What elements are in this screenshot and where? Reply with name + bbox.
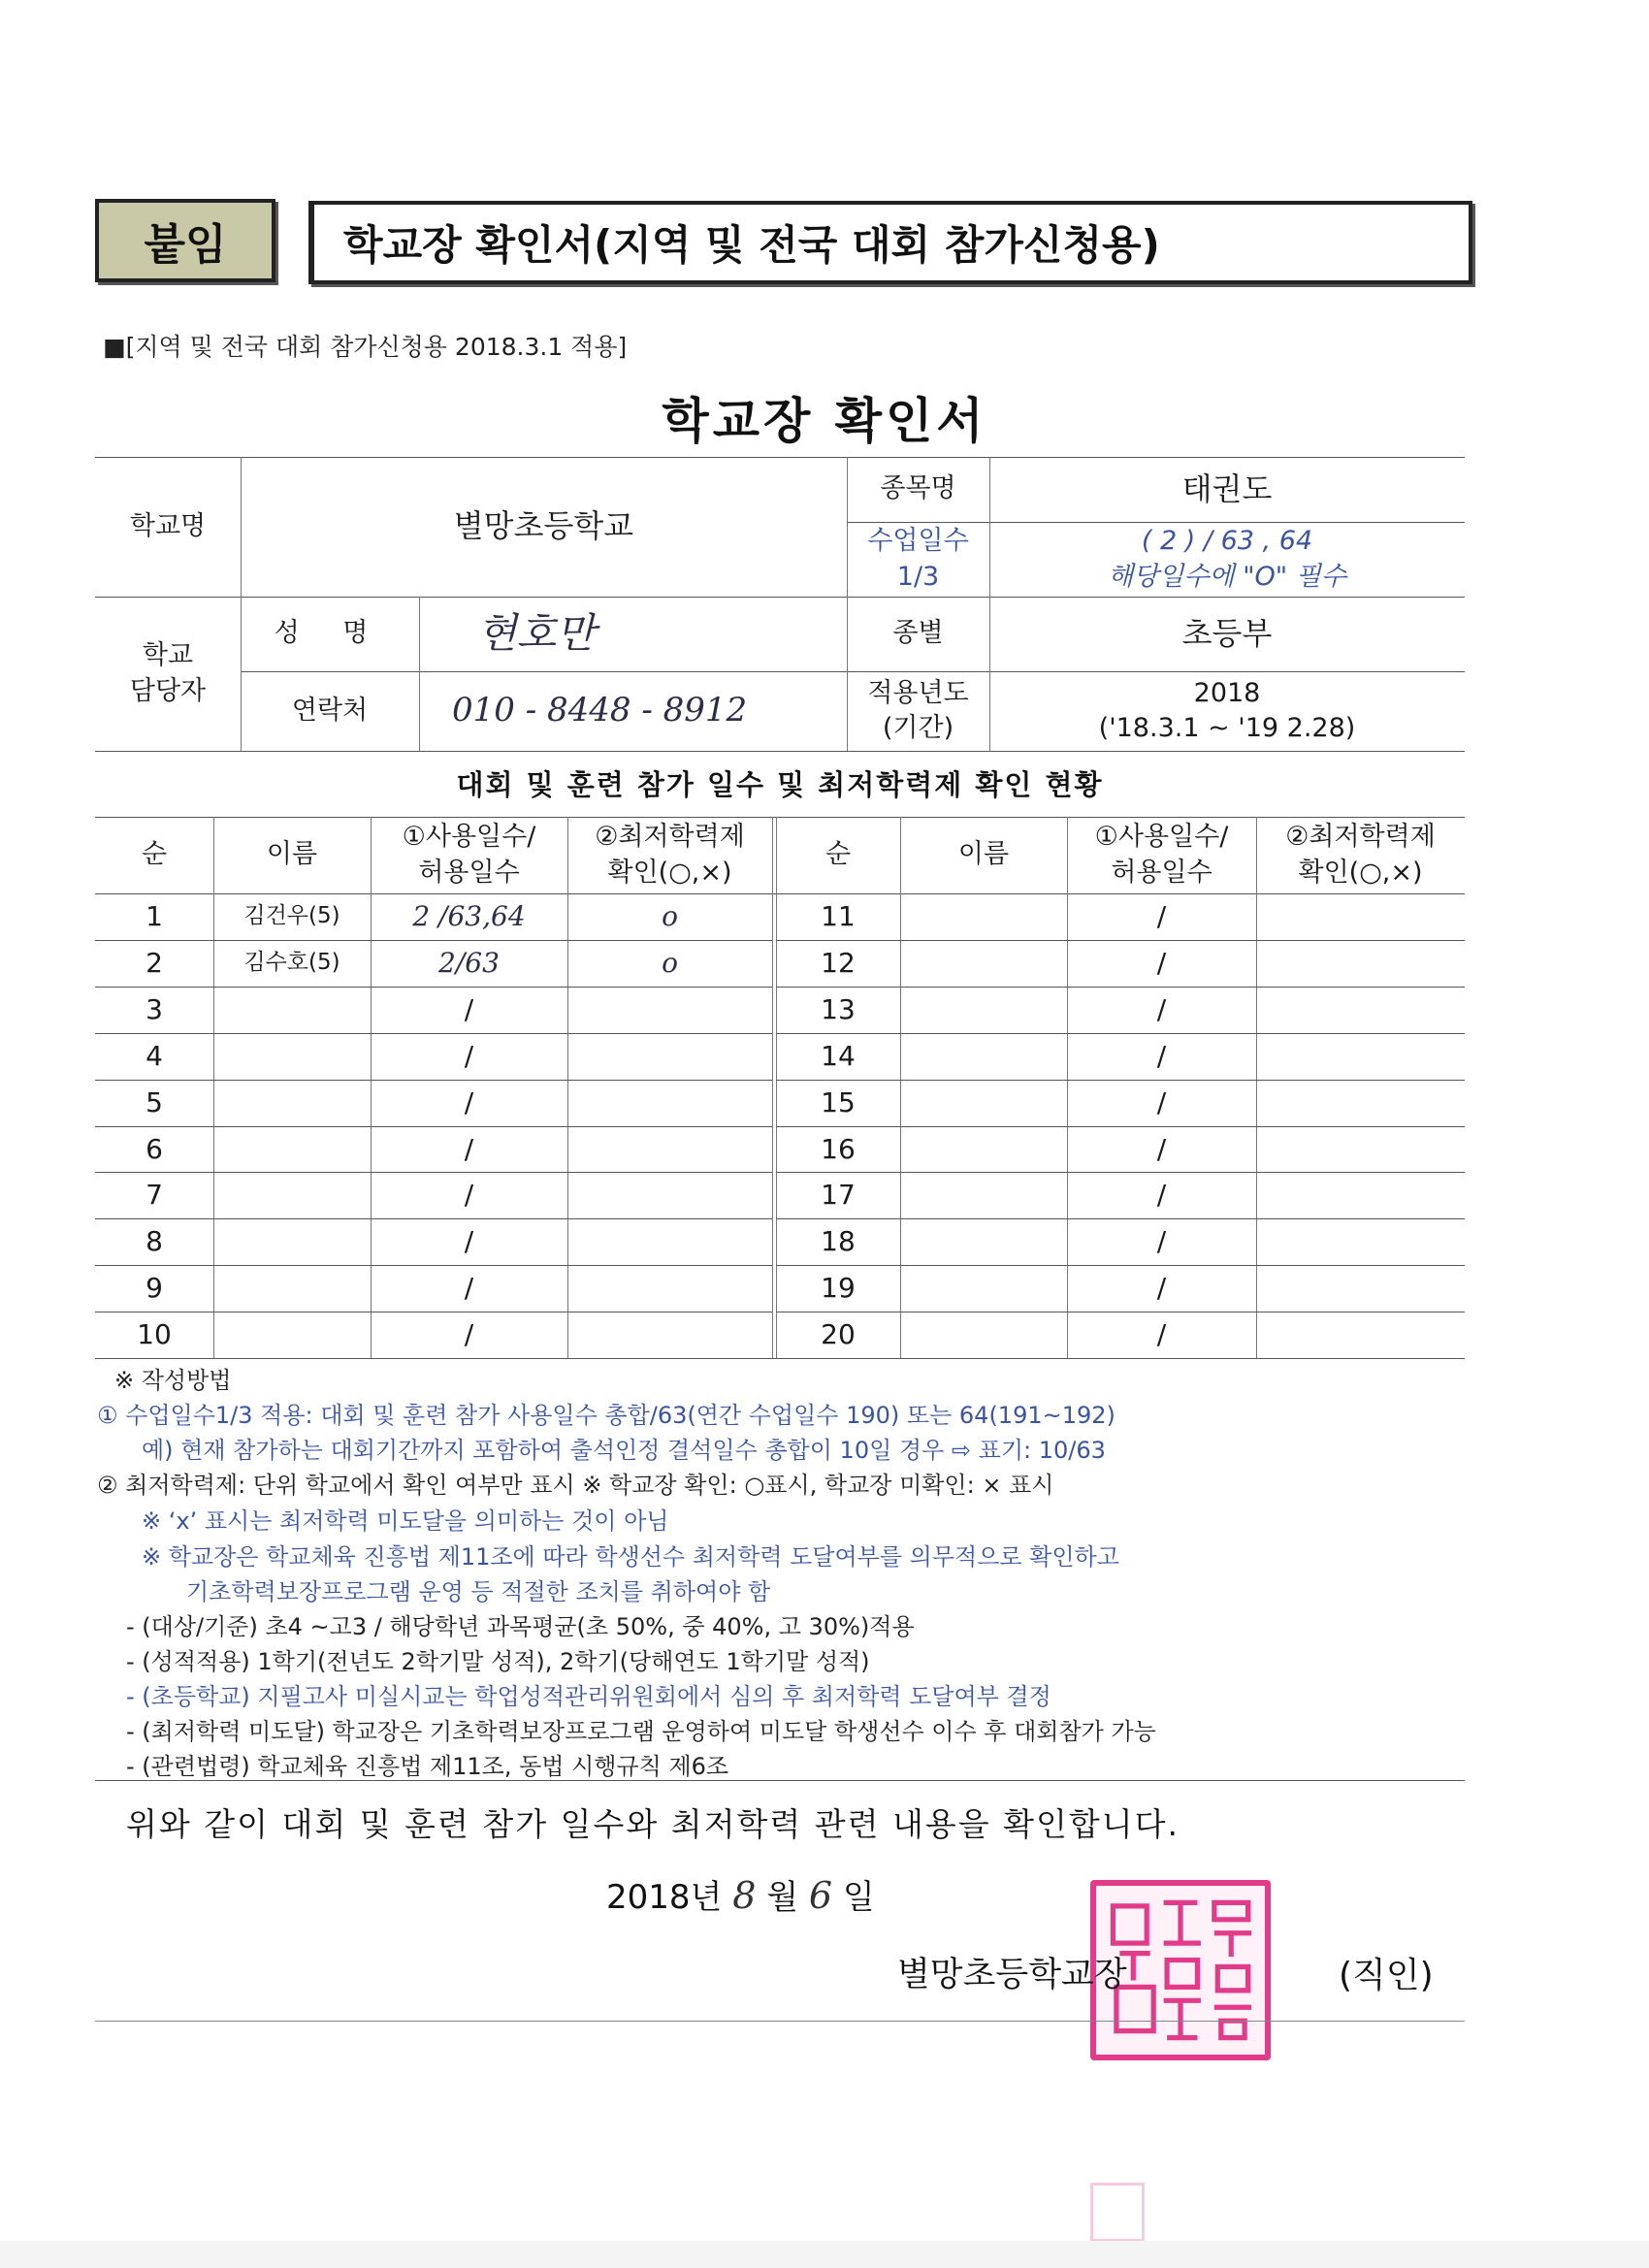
left-row-4-name [213, 1080, 371, 1126]
right-row-4-days: / [1156, 1085, 1167, 1118]
document-subtitle: ■[지역 및 전국 대회 참가신청용 2018.3.1 적용] [103, 333, 628, 361]
right-row-5-check [1256, 1126, 1465, 1173]
right-row-1-check [1256, 940, 1465, 987]
right-row-5-name [900, 1126, 1067, 1173]
right-row-6-check [1256, 1172, 1465, 1218]
date-month-unit: 월 [766, 1878, 799, 1917]
right-row-1-no: 12 [821, 946, 856, 979]
header-days-left-line2: 허용일수 [418, 857, 520, 888]
school-days-label-line2: 1/3 [896, 561, 940, 592]
left-row-0-no: 1 [146, 900, 163, 933]
right-row-0-name [900, 893, 1067, 940]
school-name-value: 별망초등학교 [453, 507, 634, 545]
manager-label-line2: 담당자 [129, 675, 207, 706]
note-2: ② 최저학력제: 단위 학교에서 확인 여부만 표시 ※ 학교장 확인: ○표시, 학교장 미확인: × 표시 [97, 1472, 1054, 1499]
left-row-9-name [213, 1312, 371, 1358]
left-row-8-days: / [464, 1272, 474, 1305]
right-row-1-days: / [1156, 946, 1167, 979]
left-row-1-no: 2 [146, 946, 163, 979]
left-row-8-name [213, 1265, 371, 1312]
school-days-label [847, 522, 989, 597]
left-row-9-no: 10 [137, 1318, 172, 1351]
note-7: - (초등학교) 지필고사 미실시교는 학업성적관리위원회에서 심의 후 최저학력 도달여부 결정 [126, 1683, 1051, 1710]
left-row-6-no: 7 [146, 1179, 163, 1212]
left-row-0-days: 2 /63,64 [412, 900, 526, 933]
right-row-8-check [1256, 1265, 1465, 1312]
header-days-left-line1: ①사용일수/ [402, 822, 536, 853]
left-row-1-days: 2/63 [438, 946, 500, 979]
sport-value: 태권도 [1181, 470, 1273, 507]
right-row-2-name [900, 987, 1067, 1033]
left-row-7-check [567, 1218, 772, 1265]
right-row-1-name [900, 940, 1067, 987]
right-row-6-name [900, 1172, 1067, 1218]
left-row-3-name [213, 1033, 371, 1080]
note-8: - (최저학력 미도달) 학교장은 기초학력보장프로그램 운영하여 미도달 학생선수 이수 후 대회참가 가능 [126, 1718, 1156, 1745]
left-row-7-no: 8 [146, 1225, 163, 1258]
year-label [847, 671, 989, 751]
right-row-6-no: 17 [821, 1179, 856, 1212]
left-row-0-check: o [662, 900, 678, 933]
header-days-right [1067, 817, 1256, 893]
left-row-1-check: o [662, 946, 678, 979]
participation-table-title: 대회 및 훈련 참가 일수 및 최저학력제 확인 현황 [456, 768, 1104, 801]
right-row-4-name [900, 1080, 1067, 1126]
header-check-left [567, 817, 772, 893]
header-name-right: 이름 [957, 839, 1010, 870]
school-name-label: 학교명 [129, 510, 207, 541]
note-1b: 예) 현재 참가하는 대회기간까지 포함하여 출석인정 결석일수 총합이 10일 경우 ⇨ 표기: 10/63 [142, 1437, 1106, 1464]
left-row-6-check [567, 1172, 772, 1218]
date-month: 8 [732, 1874, 757, 1917]
left-row-5-days: / [464, 1132, 474, 1165]
header-check-right [1256, 817, 1465, 893]
date-day-unit: 일 [842, 1878, 875, 1917]
date-year: 2018년 [606, 1878, 723, 1917]
sport-label: 종목명 [880, 473, 956, 504]
right-row-3-no: 14 [821, 1039, 856, 1072]
notes-heading: ※ 작성방법 [114, 1367, 232, 1394]
left-row-5-name [213, 1126, 371, 1173]
right-row-2-check [1256, 987, 1465, 1033]
right-row-6-days: / [1156, 1179, 1167, 1212]
left-row-9-days: / [464, 1318, 474, 1351]
header-days-right-line2: 허용일수 [1111, 857, 1212, 888]
right-row-8-days: / [1156, 1272, 1167, 1305]
year-value-line1: 2018 [1193, 677, 1261, 708]
left-row-8-no: 9 [146, 1272, 163, 1305]
left-row-4-check [567, 1080, 772, 1126]
header-days-left [371, 817, 567, 893]
right-row-9-days: / [1156, 1318, 1167, 1351]
right-row-4-no: 15 [821, 1085, 856, 1118]
left-row-4-days: / [464, 1085, 474, 1118]
year-label-line2: (기간) [882, 713, 954, 743]
note-4b: 기초학력보장프로그램 운영 등 적절한 조치를 취하여야 함 [186, 1578, 771, 1605]
header-name-left: 이름 [266, 839, 318, 870]
note-6: - (성적적용) 1학기(전년도 2학기말 성적), 2학기(당해연도 1학기말 성적) [126, 1648, 870, 1675]
right-row-2-no: 13 [821, 992, 856, 1025]
right-row-5-no: 16 [821, 1132, 856, 1165]
seal-note: (직인) [1339, 1956, 1434, 1995]
signature-date [606, 1870, 875, 1918]
left-row-6-days: / [464, 1179, 474, 1212]
right-row-3-check [1256, 1033, 1465, 1080]
right-row-7-name [900, 1218, 1067, 1265]
left-row-2-no: 3 [146, 992, 163, 1025]
left-row-4-no: 5 [146, 1085, 163, 1118]
left-row-8-check [567, 1265, 772, 1312]
document-title: 학교장 확인서(지역 및 전국 대회 참가신청용) [308, 201, 1472, 284]
manager-label-line1: 학교 [142, 640, 194, 671]
left-row-3-days: / [464, 1039, 474, 1072]
category-value: 초등부 [1181, 614, 1273, 652]
left-row-2-check [567, 987, 772, 1033]
right-row-0-days: / [1156, 900, 1167, 933]
form-title: 학교장 확인서 [662, 393, 987, 449]
attachment-label: 붙임 [95, 199, 275, 282]
header-days-right-line1: ①사용일수/ [1094, 822, 1229, 853]
confirmation-statement: 위와 같이 대회 및 훈련 참가 일수와 최저학력 관련 내용을 확인합니다. [126, 1805, 1180, 1843]
right-row-3-days: / [1156, 1039, 1167, 1072]
note-5: - (대상/기준) 초4 ~고3 / 해당학년 과목평균(초 50%, 중 40%, 고 30%)적용 [126, 1613, 915, 1640]
school-days-value [989, 522, 1465, 597]
left-row-7-name [213, 1218, 371, 1265]
header-check-right-line2: 확인(○,×) [1298, 857, 1423, 888]
header-no-right: 순 [824, 839, 852, 870]
right-row-9-name [900, 1312, 1067, 1358]
left-row-5-check [567, 1126, 772, 1173]
manager-name-value: 현호만 [477, 609, 596, 658]
left-row-3-no: 4 [146, 1039, 163, 1072]
right-row-9-check [1256, 1312, 1465, 1358]
category-label: 종별 [892, 618, 944, 649]
year-value [989, 671, 1465, 751]
note-4a: ※ 학교장은 학교체육 진흥법 제11조에 따라 학생선수 최저학력 도달여부를 의무적으로 확인하고 [142, 1543, 1119, 1571]
right-row-5-days: / [1156, 1132, 1167, 1165]
left-row-9-check [567, 1312, 772, 1358]
header-check-left-line2: 확인(○,×) [607, 857, 732, 888]
manager-label [95, 597, 241, 751]
note-1a: ① 수업일수1/3 적용: 대회 및 훈련 참가 사용일수 총합/63(연간 수업일수 190) 또는 64(191~192) [97, 1402, 1116, 1429]
note-9: - (관련법령) 학교체육 진흥법 제11조, 동법 시행규칙 제6조 [126, 1753, 729, 1780]
manager-contact-label: 연락처 [291, 695, 369, 726]
principal-title: 별망초등학교장 [897, 1956, 1127, 1994]
header-no-left: 순 [141, 839, 168, 870]
note-3: ※ ‘x’ 표시는 최저학력 미도달을 의미하는 것이 아님 [142, 1507, 669, 1535]
right-row-0-check [1256, 893, 1465, 940]
right-row-8-name [900, 1265, 1067, 1312]
faded-stamp-mark [1090, 2183, 1145, 2242]
right-row-2-days: / [1156, 992, 1167, 1025]
right-row-0-no: 11 [821, 900, 856, 933]
left-row-2-name [213, 987, 371, 1033]
year-value-line2: ('18.3.1 ~ '19 2.28) [1098, 713, 1356, 743]
left-row-2-days: / [464, 992, 474, 1025]
left-row-3-check [567, 1033, 772, 1080]
manager-name-label: 성 명 [274, 618, 386, 649]
right-row-7-check [1256, 1218, 1465, 1265]
year-label-line1: 적용년도 [867, 677, 969, 708]
manager-contact-value: 010 - 8448 - 8912 [452, 691, 748, 730]
right-row-8-no: 19 [821, 1272, 856, 1305]
right-row-7-days: / [1156, 1225, 1167, 1258]
header-check-left-line1: ②최저학력제 [595, 822, 745, 853]
left-row-0-name: 김건우(5) [243, 903, 340, 929]
right-row-4-check [1256, 1080, 1465, 1126]
school-days-fraction: ( 2 ) / 63 , 64 [1141, 526, 1313, 557]
left-row-7-days: / [464, 1225, 474, 1258]
school-days-note: 해당일수에 "O" 필수 [1108, 561, 1346, 592]
right-row-3-name [900, 1033, 1067, 1080]
header-check-right-line1: ②최저학력제 [1285, 822, 1436, 853]
left-row-5-no: 6 [146, 1132, 163, 1165]
scan-edge [0, 2241, 1649, 2268]
right-row-7-no: 18 [821, 1225, 856, 1258]
left-row-1-name: 김수호(5) [243, 950, 340, 976]
school-days-label-line1: 수업일수 [867, 526, 969, 557]
right-row-9-no: 20 [821, 1318, 856, 1351]
date-day: 6 [808, 1874, 833, 1917]
left-row-6-name [213, 1172, 371, 1218]
